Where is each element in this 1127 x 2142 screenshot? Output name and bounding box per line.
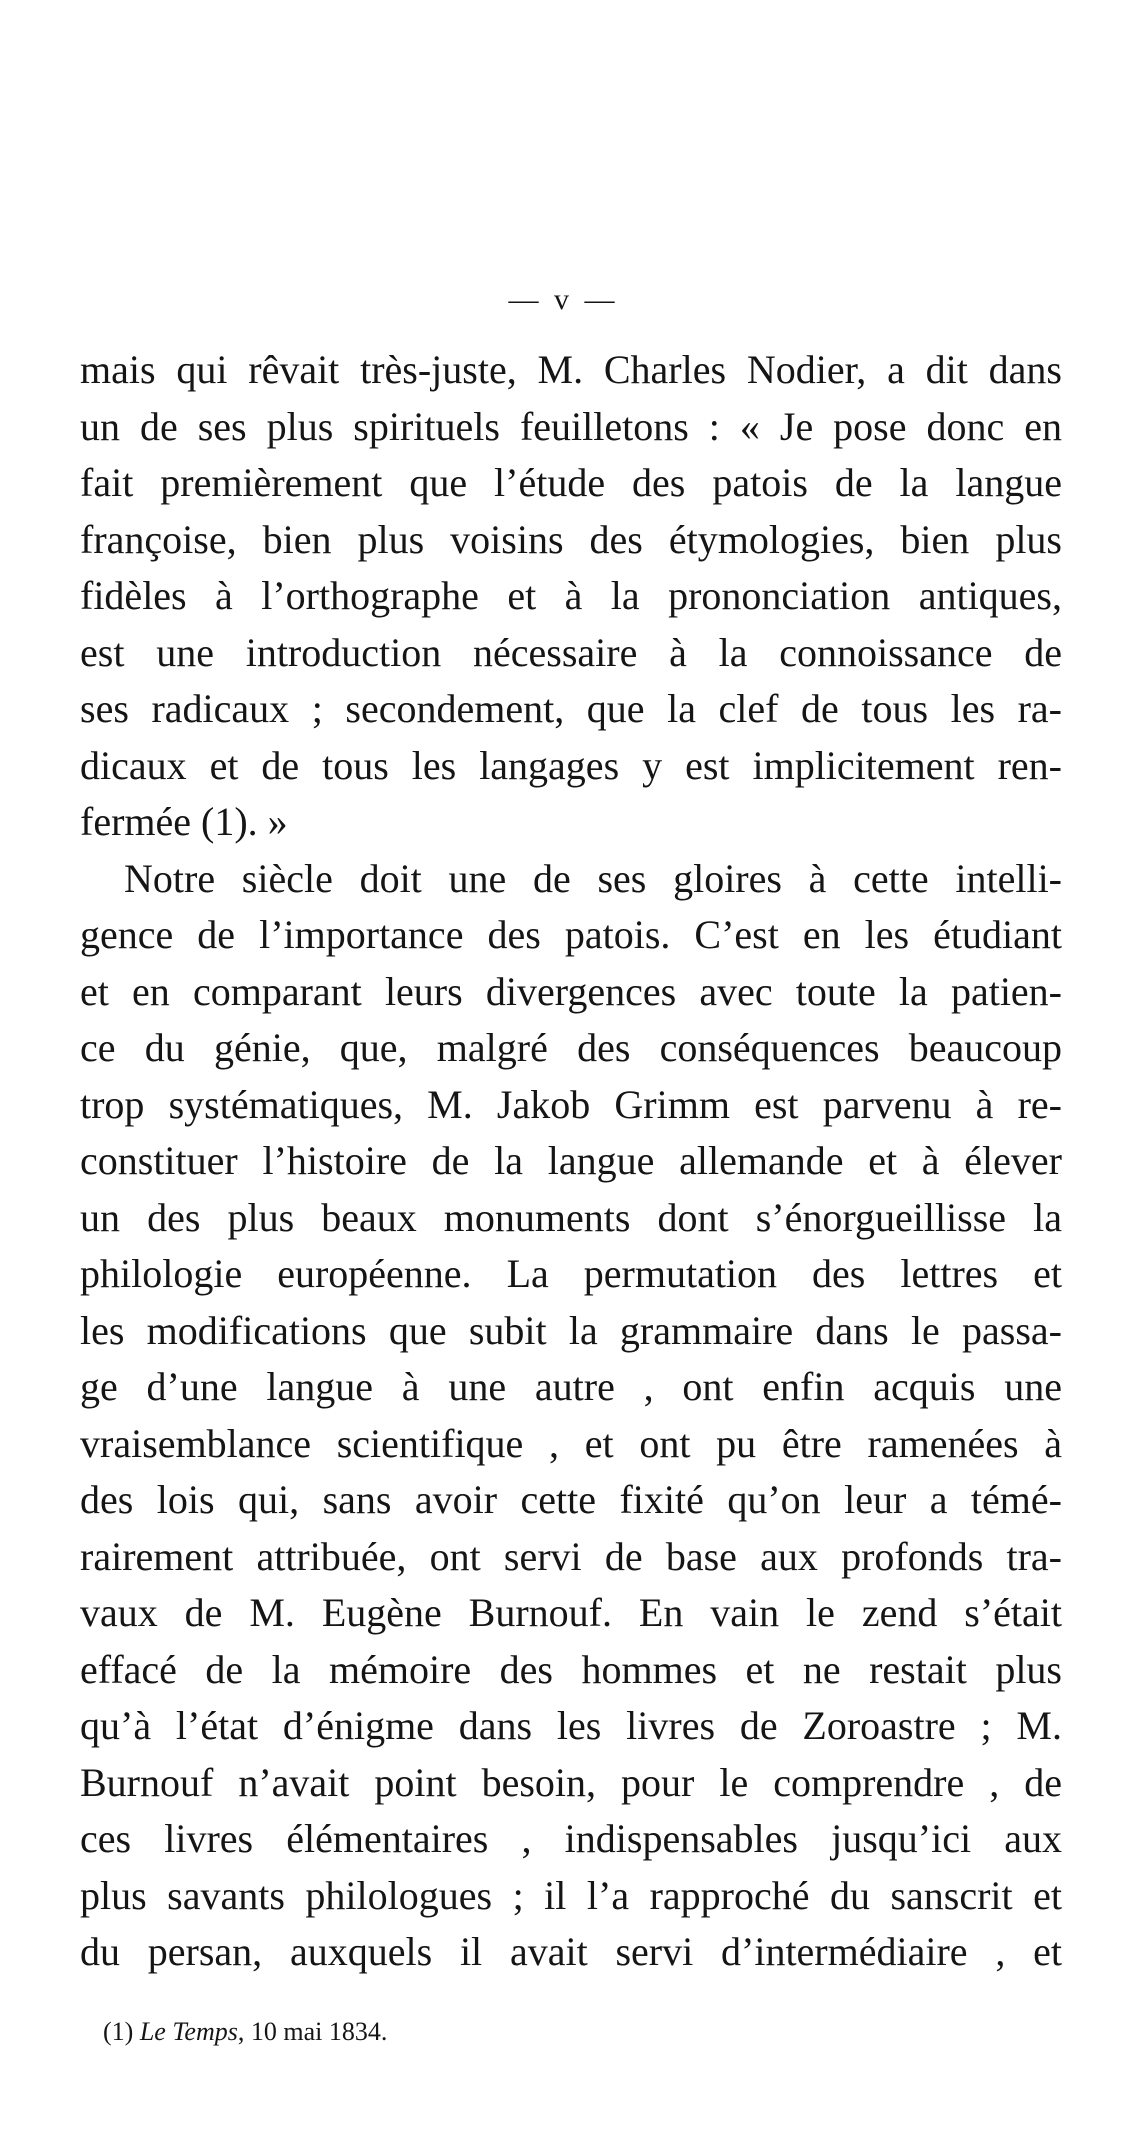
text-line: rairement attribuée, ont servi de base aux profonds tra-: [80, 1533, 1062, 1579]
footnote: [103, 2016, 387, 2048]
text-line: du persan, auxquels il avait servi d’intermédiaire , et: [80, 1929, 1062, 1974]
text-line: Burnouf n’avait point besoin, pour le comprendre , de: [80, 1759, 1062, 1805]
text-line: effacé de la mémoire des hommes et ne restait plus: [80, 1646, 1062, 1692]
text-line: constituer l’histoire de la langue allemande et à élever: [80, 1138, 1062, 1183]
text-line: trop systématiques, M. Jakob Grimm est parvenu à re-: [80, 1081, 1062, 1127]
text-line: ge d’une langue à une autre , ont enfin acquis une: [80, 1364, 1062, 1409]
text-line: plus savants philologues ; il l’a rapproché du sanscrit et: [80, 1872, 1062, 1918]
footnote-marker: (1): [103, 2017, 134, 2046]
text-line: et en comparant leurs divergences avec toute la patien-: [80, 968, 1062, 1014]
text-line: vaux de M. Eugène Burnouf. En vain le zend s’était: [80, 1590, 1062, 1635]
text-line: fidèles à l’orthographe et à la prononciation antiques,: [80, 573, 1062, 618]
text-line: est une introduction nécessaire à la connoissance de: [80, 629, 1062, 675]
text-line: gence de l’importance des patois. C’est en les étudiant: [80, 912, 1062, 957]
body-text: [80, 342, 1062, 1981]
footnote-work-title: Le Temps: [139, 2017, 238, 2046]
text-line: vraisemblance scientifique , et ont pu être ramenées à: [80, 1420, 1062, 1466]
text-line: ce du génie, que, malgré des conséquences beaucoup: [80, 1025, 1062, 1070]
text-line-paragraph-start: Notre siècle doit une de ses gloires à cette intelli-: [124, 855, 1062, 901]
text-line: un des plus beaux monuments dont s’énorgueillisse la: [80, 1194, 1062, 1240]
text-line: qu’à l’état d’énigme dans les livres de Zoroastre ; M.: [80, 1703, 1062, 1748]
text-line: ses radicaux ; secondement, que la clef de tous les ra-: [80, 686, 1062, 731]
text-line: les modifications que subit la grammaire dans le passa-: [80, 1307, 1062, 1353]
text-line: dicaux et de tous les langages y est implicitement ren-: [80, 742, 1062, 788]
text-line-paragraph-end: fermée (1). »: [80, 799, 288, 844]
footnote-date: , 10 mai 1834.: [237, 2017, 388, 2046]
page-number: — v —: [508, 283, 619, 316]
text-line: un de ses plus spirituels feuilletons : « Je pose donc en: [80, 403, 1062, 449]
text-line: fait premièrement que l’étude des patois de la langue: [80, 460, 1062, 505]
text-line: mais qui rêvait très-juste, M. Charles Nodier, a dit dans: [80, 347, 1062, 392]
text-line: philologie européenne. La permutation des lettres et: [80, 1251, 1062, 1296]
text-line: françoise, bien plus voisins des étymologies, bien plus: [80, 516, 1062, 562]
text-line: ces livres élémentaires , indispensables jusqu’ici aux: [80, 1816, 1062, 1861]
text-line: des lois qui, sans avoir cette fixité qu’on leur a témé-: [80, 1477, 1062, 1522]
